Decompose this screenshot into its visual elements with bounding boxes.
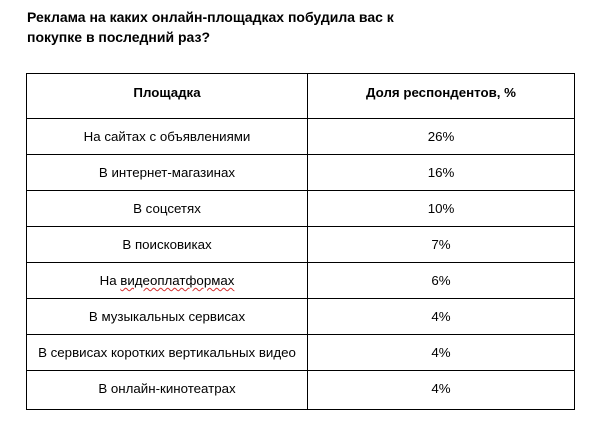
document-title xyxy=(27,7,447,47)
platform-cell xyxy=(27,119,308,155)
table-row xyxy=(27,335,575,371)
platform-text: В музыкальных сервисах xyxy=(88,309,246,324)
platform-text: В интернет-магазинах xyxy=(98,165,236,180)
platform-text: На сайтах с объявлениями xyxy=(83,129,251,144)
share-cell: 7% xyxy=(308,227,575,263)
platform-cell xyxy=(27,371,308,410)
platform-text: В сервисах коротких вертикальных видео xyxy=(38,345,296,360)
platform-cell xyxy=(27,191,308,227)
platform-cell xyxy=(27,263,308,299)
table-header-row xyxy=(27,74,575,119)
survey-table xyxy=(26,73,575,410)
title-line-1: Реклама на каких онлайн-площадках побудила вас к xyxy=(27,9,394,25)
title-line-2: покупке в последний раз? xyxy=(27,29,211,45)
misspelled-word[interactable]: видеоплатформах xyxy=(120,273,235,288)
share-cell: 16% xyxy=(308,155,575,191)
header-share: Доля респондентов, % xyxy=(308,74,575,119)
table-row xyxy=(27,299,575,335)
platform-text: На xyxy=(99,273,121,288)
platform-cell xyxy=(27,335,308,371)
platform-text: В поисковиках xyxy=(122,237,212,252)
platform-text: В соцсетях xyxy=(133,201,201,216)
platform-text: В онлайн-кинотеатрах xyxy=(98,381,236,396)
table-row xyxy=(27,119,575,155)
table-row xyxy=(27,191,575,227)
share-cell: 26% xyxy=(308,119,575,155)
header-platform: Площадка xyxy=(27,74,308,119)
platform-cell xyxy=(27,227,308,263)
share-cell: 4% xyxy=(308,335,575,371)
share-cell: 4% xyxy=(308,299,575,335)
share-cell: 6% xyxy=(308,263,575,299)
platform-cell xyxy=(27,155,308,191)
table-row xyxy=(27,227,575,263)
table-row xyxy=(27,263,575,299)
platform-cell xyxy=(27,299,308,335)
share-cell: 10% xyxy=(308,191,575,227)
share-cell: 4% xyxy=(308,371,575,410)
table-row xyxy=(27,155,575,191)
table-row xyxy=(27,371,575,410)
